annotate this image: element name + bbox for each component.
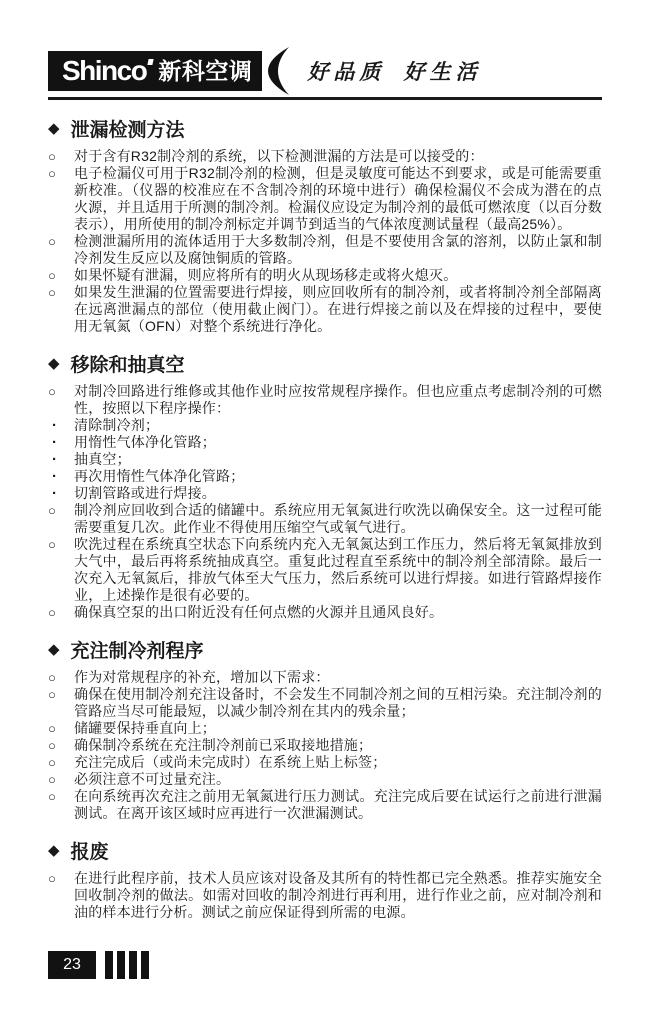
list-item-text: 对制冷回路进行维修或其他作业时应按常规程序操作。但也应重点考虑制冷剂的可燃性，按照以下程序操作：	[74, 382, 602, 416]
diamond-bullet-icon: ◆	[48, 841, 60, 859]
dot-bullet-icon: ·	[52, 450, 57, 468]
circle-bullet-icon: ○	[48, 720, 56, 736]
dot-bullet-icon: ·	[52, 484, 57, 502]
circle-bullet-icon: ○	[48, 737, 56, 753]
list-item	[48, 267, 602, 284]
list-item-text: 切割管路或进行焊接。	[74, 484, 216, 501]
list-item	[48, 485, 602, 502]
list-item	[48, 468, 602, 485]
circle-bullet-icon: ○	[48, 502, 56, 518]
section-title-text: 充注制冷剂程序	[70, 640, 204, 662]
circle-bullet-icon: ○	[48, 754, 56, 770]
brand-slogan: 好品质 好生活	[307, 60, 482, 84]
registered-trademark-icon	[148, 59, 154, 65]
list-item-text: 作为对常规程序的补充，增加以下需求：	[74, 668, 330, 685]
list-item	[48, 417, 602, 434]
list-item	[48, 669, 602, 686]
circle-bullet-icon: ○	[48, 383, 56, 399]
list-item	[48, 771, 602, 788]
diamond-bullet-icon: ◆	[48, 640, 60, 658]
circle-bullet-icon: ○	[48, 284, 56, 300]
list-item-text: 如果怀疑有泄漏，则应将所有的明火从现场移走或将火熄灭。	[74, 266, 458, 283]
list-item	[48, 451, 602, 468]
circle-bullet-icon: ○	[48, 165, 56, 181]
dot-bullet-icon: ·	[52, 467, 57, 485]
list-item-text: 确保制冷系统在充注制冷剂前已采取接地措施；	[74, 736, 373, 753]
section-title-text: 泄漏检测方法	[70, 119, 185, 141]
list-item-text: 电子检漏仪可用于R32制冷剂的检测，但是灵敏度可能达不到要求，或是可能需要重新校准。（仪器的校准应在不含制冷剂的环境中进行）确保检漏仪不会成为潜在的点火源，并且适用于所测的制冷剂。检漏仪应设定为制冷剂的最低可燃浓度（以百分数表示），用所使用的制冷剂标定并调节到适当的气体浓度测试量程（最高25%）。	[74, 164, 602, 232]
list-item	[48, 383, 602, 417]
circle-bullet-icon: ○	[48, 536, 56, 552]
list-item	[48, 737, 602, 754]
circle-bullet-icon: ○	[48, 233, 56, 249]
list-item	[48, 754, 602, 771]
circle-bullet-icon: ○	[48, 267, 56, 283]
list-item	[48, 434, 602, 451]
list-item	[48, 604, 602, 621]
list-item-text: 检测泄漏所用的流体适用于大多数制冷剂，但是不要使用含氯的溶剂，以防止氯和制冷剂发生反应以及腐蚀铜质的管路。	[74, 232, 602, 266]
list-item-text: 储罐要保持垂直向上；	[74, 719, 216, 736]
circle-bullet-icon: ○	[48, 669, 56, 685]
list-item-text: 制冷剂应回收到合适的储罐中。系统应用无氧氮进行吹洗以确保安全。这一过程可能需要重复几次。此作业不得使用压缩空气或氧气进行。	[74, 501, 602, 535]
list-item-text: 充注完成后（或尚未完成时）在系统上贴上标签；	[74, 753, 387, 770]
list-item-text: 在向系统再次充注之前用无氧氮进行压力测试。充注完成后要在试运行之前进行泄漏测试。在离开该区域时应再进行一次泄漏测试。	[74, 787, 602, 821]
brand-name: Shinco	[62, 55, 147, 86]
list-item	[48, 870, 602, 921]
brand-name-chinese: 新科空调	[158, 57, 253, 84]
diamond-bullet-icon: ◆	[48, 119, 60, 137]
page-number: 23	[63, 956, 81, 973]
circle-bullet-icon: ○	[48, 771, 56, 787]
crescent-decoration-icon	[265, 47, 291, 95]
brand-logo	[48, 51, 262, 91]
dot-bullet-icon: ·	[52, 416, 57, 434]
list-item	[48, 284, 602, 335]
list-item-text: 吹洗过程在系统真空状态下向系统内充入无氧氮达到工作压力，然后将无氧氮排放到大气中，最后再将系统抽成真空。重复此过程直至系统中的制冷剂全部清除。最后一次充入无氧氮后，排放气体至大气压力，然后系统可以进行焊接。如进行管路焊接作业，上述操作是很有必要的。	[74, 535, 602, 603]
list-item-text: 如果发生泄漏的位置需要进行焊接，则应回收所有的制冷剂，或者将制冷剂全部隔离在远离泄漏点的部位（使用截止阀门）。在进行焊接之前以及在焊接的过程中，要使用无氧氮（OFN）对整个系统进行净化。	[74, 283, 602, 334]
list-item	[48, 720, 602, 737]
circle-bullet-icon: ○	[48, 788, 56, 804]
page-header	[48, 50, 602, 92]
list-item	[48, 233, 602, 267]
list-item-text: 用惰性气体净化管路；	[74, 433, 216, 450]
list-item-text: 在进行此程序前，技术人员应该对设备及其所有的特性都已完全熟悉。推荐实施安全回收制冷剂的做法。如需对回收的制冷剂进行再利用，进行作业之前，应对制冷剂和油的样本进行分析。测试之前应保证得到所需的电源。	[74, 869, 602, 920]
section-title-removal-evacuation	[48, 350, 602, 377]
dot-bullet-icon: ·	[52, 433, 57, 451]
list-item	[48, 788, 602, 822]
list-item-text: 清除制冷剂；	[74, 416, 160, 433]
section-title-decommissioning	[48, 837, 602, 864]
list-item-text: 再次用惰性气体净化管路；	[74, 467, 245, 484]
circle-bullet-icon: ○	[48, 148, 56, 164]
circle-bullet-icon: ○	[48, 604, 56, 620]
diamond-bullet-icon: ◆	[48, 354, 60, 372]
list-item	[48, 502, 602, 536]
header-divider	[48, 97, 602, 100]
list-item	[48, 165, 602, 233]
section-title-text: 报废	[70, 841, 109, 863]
section-title-text: 移除和抽真空	[70, 354, 185, 376]
list-item	[48, 536, 602, 604]
list-item-text: 对于含有R32制冷剂的系统，以下检测泄漏的方法是可以接受的：	[74, 147, 484, 164]
circle-bullet-icon: ○	[48, 870, 56, 886]
list-item-text: 确保在使用制冷剂充注设备时，不会发生不同制冷剂之间的互相污染。充注制冷剂的管路应当尽可能最短，以减少制冷剂在其内的残余量；	[74, 685, 602, 719]
list-item	[48, 148, 602, 165]
circle-bullet-icon: ○	[48, 686, 56, 702]
list-item-text: 必须注意不可过量充注。	[74, 770, 231, 787]
section-title-charging-procedure	[48, 636, 602, 663]
document-body	[48, 115, 602, 921]
list-item-text: 抽真空；	[74, 450, 131, 467]
list-item-text: 确保真空泵的出口附近没有任何点燃的火源并且通风良好。	[74, 603, 444, 620]
section-title-leak-detection	[48, 115, 602, 142]
list-item	[48, 686, 602, 720]
